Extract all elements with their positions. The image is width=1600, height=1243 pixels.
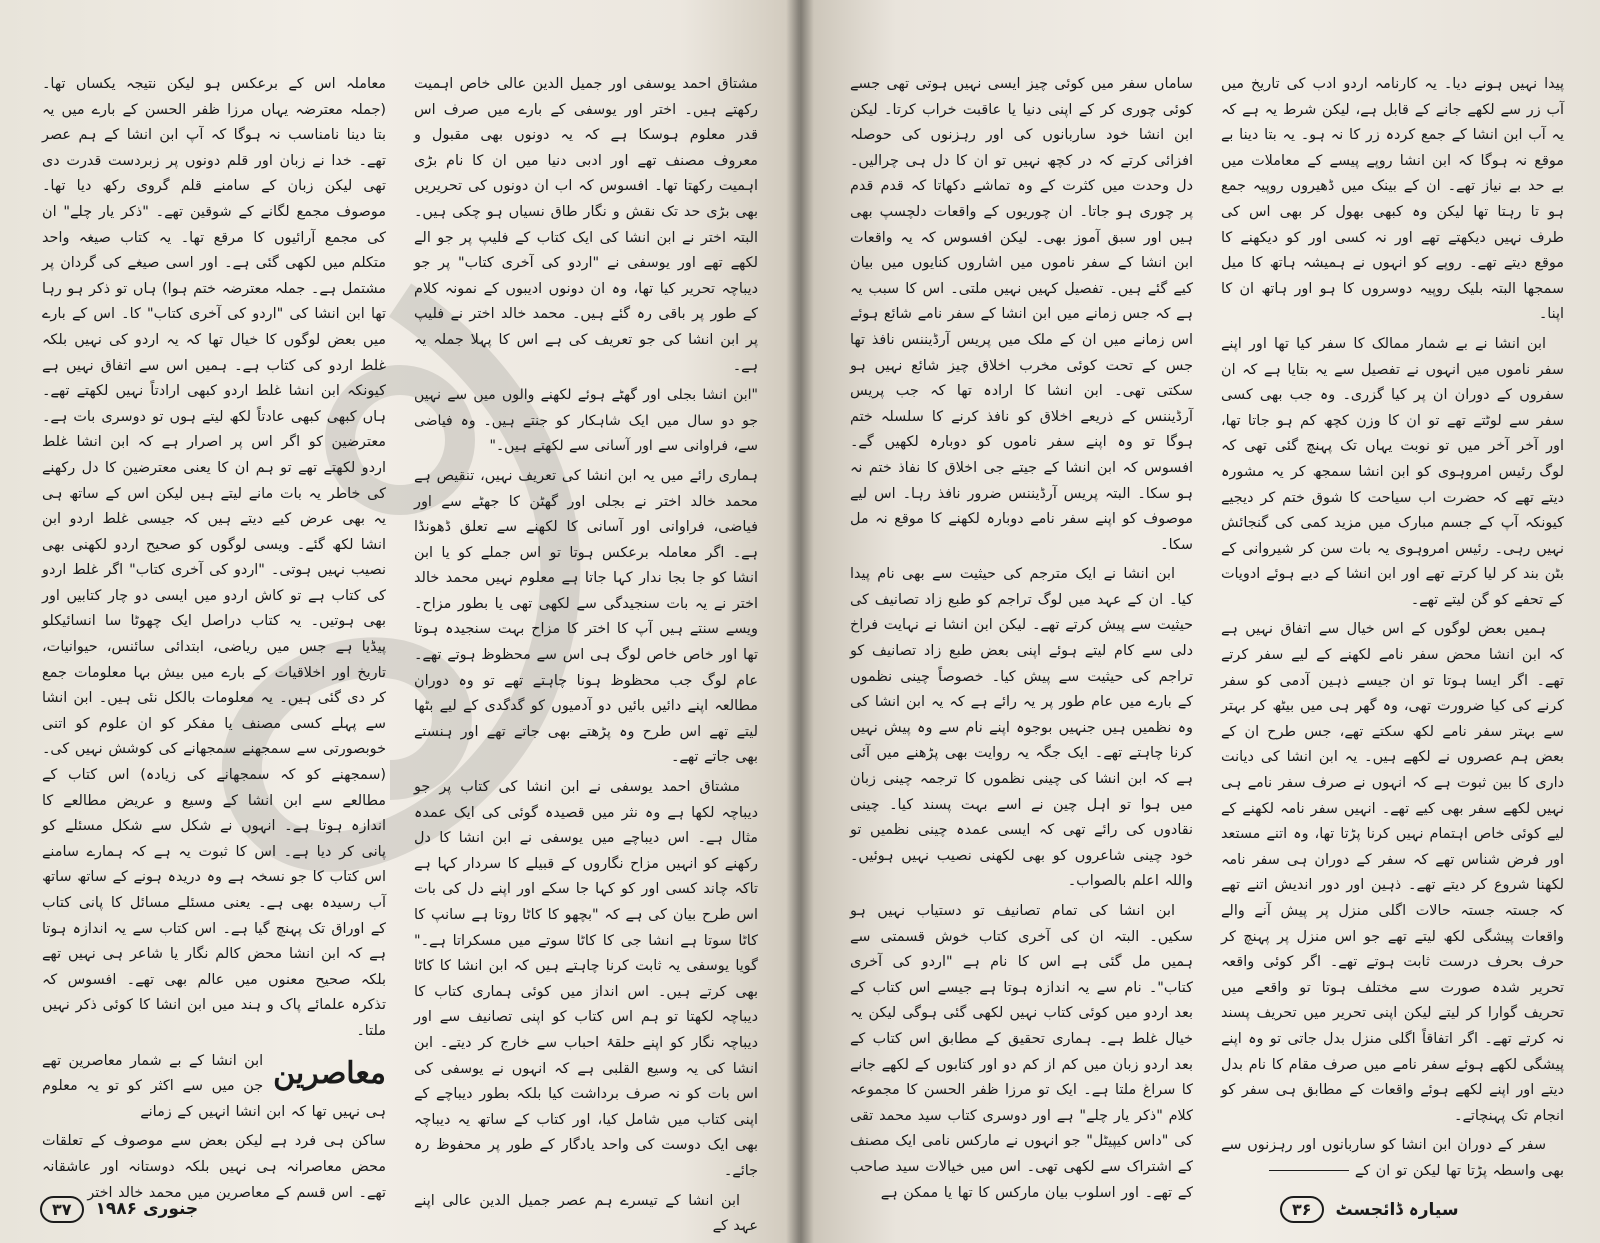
left-page-column-right [414,72,758,1235]
left-page-footer [40,1191,198,1227]
paragraph [1221,1133,1564,1184]
paragraph: ہمیں بعض لوگوں کے اس خیال سے اتفاق نہیں ہے کہ ابن انشا محض سفر نامے لکھنے کے لیے سفر کرتے تھے۔ اگر ایسا ہوتا تو ان جیسے ذہین آدمی کو سفر کرنے کی کیا ضرورت تھی، وہ گھر ہی میں بیٹھ کر بہتر سے بہتر سفر نامے لکھ سکتے تھے، جس طرح ان کے بعض ہم عصروں نے لکھے ہیں۔ یہ ابن انشا کی دیانت داری کا بین ثبوت ہے کہ انہوں نے صرف سفر نامے ہی نہیں لکھے سفر بھی کیے تھے۔ انہیں سفر نامہ لکھنے کے لیے کوئی خاص اہتمام نہیں کرنا پڑتا تھا، وہ اتنے مستعد اور فرض شناس تھے کہ سفر کے دوران ہی سفر نامہ لکھنا شروع کر دیتے تھے۔ ذہین اور دور اندیش اتنے تھے کہ جستہ جستہ حالات اگلی منزل پر پیش آنے والے واقعات پیشگی لکھ لیتے تھے جو اس منزل پر پہنچ کر حرف بحرف درست ثابت ہوتے تھے۔ اگر کوئی واقعہ تحریر شدہ صورت سے مختلف ہوتا تو واقعے میں تحریف گوارا کر لیتے لیکن اپنی تحریر میں تحریف پسند نہ کرتے تھے۔ اگر اتفاقاً اگلی منزل بدل جاتی تو وہ اپنے پیشگی لکھے ہوئے سفر نامے میں صرف مقام کا نام بدل دیتے اور اپنے لکھے ہوئے واقعات کے مطابق ہی سفر کو انجام تک پہنچاتے۔ [1221,621,1564,1124]
page-number: ۳۷ [40,1196,84,1223]
paragraph: ابن انشا نے بے شمار ممالک کا سفر کیا تھا اور اپنے سفر ناموں میں انہوں نے تفصیل سے یہ بتایا ہے کہ ان سفروں کے دوران ان پر کیا گزری۔ وہ جب بھی کسی سفر سے لوٹتے تھے تو ان کا وزن کچھ کم ہو جاتا تھا، اور آخر آخر میں تو نوبت یہاں تک پہنچ گئی تھی کہ لوگ رئیس امروہوی کو ابن انشا سمجھ کر یہ مشورہ دیتے تھے کہ حضرت اب سیاحت کا شوق ختم کر دیجیے کیونکہ آپ کے جسم مبارک میں مزید کمی کی گنجائش نہیں رہی۔ رئیس امروہوی یہ بات سن کر شیروانی کے بٹن بند کر لیا کرتے تھے اور ابن انشا کے دیے ہوئے ادویات کے تحفے کو گن لیتے تھے۔ [1221,335,1564,608]
page-number: ۳۶ [1280,1196,1324,1223]
magazine-name: سیارہ ڈائجسٹ [1335,1199,1459,1220]
right-page-footer [1280,1191,1459,1227]
continuation-rule [1269,1170,1349,1171]
paragraph: ابن انشا کی تمام تصانیف تو دستیاب نہیں ہو سکیں۔ البتہ ان کی آخری کتاب خوش قسمتی سے ہمیں مل گئی ہے اس کا نام ہے "اردو کی آخری کتاب"۔ نام سے یہ اندازہ ہوتا ہے جیسے اس کتاب کے بعد اردو میں کوئی کتاب نہیں لکھی گئی ہوگی لیکن یہ خیال غلط ہے۔ ہماری تحقیق کے مطابق اس کتاب کے بعد اردو زبان میں کم از کم دو اور کتابوں کے لکھے جانے کا سراغ ملتا ہے۔ ایک تو مرزا ظفر الحسن کا مجموعہ کلام "ذکر یار چلے" ہے اور دوسری کتاب سید محمد تقی کی "داس کیپیٹل" جو انہوں نے مارکس نامی ایک مصنف کے اشتراک سے لکھی تھی۔ اس میں خیالات سید صاحب کے تھے۔ اور اسلوب بیان مارکس کا تھا یا ممکن ہے [850,903,1193,1201]
issue-date: جنوری ۱۹۸۶ [95,1199,199,1219]
paragraph: ابن انشا کے بے شمار معاصرین تھے جن میں سے اکثر کو تو یہ معلوم ہی نہیں تھا کہ ابن انشا انہیں کے زمانے [42,1052,386,1120]
block-quote: "ابن انشا بجلی اور گھٹے ہوئے لکھنے والوں میں سے نہیں جو دو سال میں ایک شاہکار کو جنتے ہیں۔ وہ فیاضی سے، فراوانی سے اور آسانی سے لکھتے ہیں۔" [414,387,758,455]
section-contemporaries [42,1049,386,1126]
paragraph-text: سفر کے دوران ابن انشا کو ساربانوں اور رہزنوں سے بھی واسطہ پڑتا تھا لیکن تو ان کے [1221,1137,1564,1179]
left-page-column-left [42,72,386,1201]
right-page-column-left [850,72,1193,1201]
paragraph: مشتاق احمد یوسفی اور جمیل الدین عالی خاص اہمیت رکھتے ہیں۔ اختر اور یوسفی کے بارے میں صرف اس قدر معلوم ہوسکا ہے کہ یہ دونوں بھی مقبول و معروف مصنف تھے اور ادبی دنیا میں ان کا نام بڑی اہمیت رکھتا تھا۔ افسوس کہ اب ان دونوں کی تحریریں بھی بڑی حد تک نقش و نگار طاق نسیاں ہو چکی ہیں۔ البتہ اختر نے ابن انشا کی ایک کتاب کے فلیپ پر جو الے لکھے تھے اور یوسفی نے "اردو کی آخری کتاب" پر جو دیباچہ تحریر کیا تھا، وہ ان دونوں ادیبوں کے نمونہ کلام کے طور پر باقی رہ گئے ہیں۔ محمد خالد اختر نے فلیپ پر ابن انشا کی جو تعریف کی ہے اس کا پہلا جملہ یہ ہے۔ [414,76,758,374]
paragraph: پیدا نہیں ہونے دیا۔ یہ کارنامہ اردو ادب کی تاریخ میں آب زر سے لکھے جانے کے قابل ہے، لیکن شرط یہ ہے کہ یہ آب ابن انشا کے جمع کردہ زر کا نہ ہو۔ یہ بتا دینا بے موقع نہ ہوگا کہ ابن انشا روپے پیسے کے معاملات میں بے حد بے نیاز تھے۔ ان کے بینک میں ڈھیروں روپیہ جمع ہو تا رہتا تھا لیکن وہ کبھی بھول کر بھی اس کی طرف نہیں دیکھتے تھے اور نہ کسی اور کو دیکھنے کا موقع دیتے تھے۔ روپے کو انہوں نے ہمیشہ ہاتھ کا میل سمجھا البتہ بلیک روپیہ دوسروں کا ہو اور ہاتھ ان کا اپنا۔ [1221,76,1564,323]
section-heading: معاصرین [273,1055,386,1091]
paragraph: ابن انشا نے ایک مترجم کی حیثیت سے بھی نام پیدا کیا۔ ان کے عہد میں لوگ تراجم کو طبع زاد تصانیف کی حیثیت سے پیش کرتے تھے۔ لیکن ابن انشا نے نہایت فراخ دلی سے کام لیتے ہوئے اپنی بعض طبع زاد تصانیف کو تراجم کی حیثیت سے پیش کیا۔ خصوصاً چینی نظموں کے بارے میں عام طور پر یہ رائے ہے کہ یہ ابن انشا کی وہ نظمیں ہیں جنہیں بوجوہ اپنے نام سے وہ پیش نہیں کرنا چاہتے تھے۔ ایک جگہ یہ روایت بھی پڑھنے میں آئی ہے کہ ابن انشا کی چینی نظموں کا ترجمہ چینی زبان میں ہوا تو اہل چین نے اسے بہت پسند کیا۔ چینی نقادوں کی رائے تھی کہ ایسی عمدہ چینی نظمیں تو خود چینی شاعروں کو بھی لکھنی نصیب نہیں ہوئیں۔ واللہ اعلم بالصواب۔ [850,566,1193,890]
paragraph: ہماری رائے میں یہ ابن انشا کی تعریف نہیں، تنقیص ہے محمد خالد اختر نے بجلی اور گھٹن کا جھٹے سے اور فیاضی، فراوانی اور آسانی کا لکھنے سے تعلق ڈھونڈا ہے۔ اگر معاملہ برعکس ہوتا تو اس جملے کو یا ابن انشا کو جا بجا ندار کہا جاتا ہے معلوم نہیں محمد خالد اختر نے یہ بات سنجیدگی سے لکھی تھی یا بطور مزاح۔ ویسے سنتے ہیں آپ کا اختر کا مزاح بہت سنجیدہ ہوتا تھا اور خاص خاص لوگ ہی اس سے محظوظ ہوتے تھے۔ عام لوگ جب محظوظ ہونا چاہتے تھے تو وہ دوران مطالعہ اپنے دائیں بائیں دو آدمیوں کو گدگدی کے لیے بٹھا لیتے تھے اس طرح وہ پڑھتے بھی جاتے تھے اور ہنستے بھی جاتے تھے۔ [414,467,758,766]
paragraph: معاملہ اس کے برعکس ہو لیکن نتیجہ یکساں تھا۔ (جملہ معترضہ یہاں مرزا ظفر الحسن کے بارے میں یہ بتا دینا نامناسب نہ ہوگا کہ آپ ابن انشا کے ہم عصر تھے۔ خدا نے زبان اور قلم دونوں پر زبردست قدرت دی تھی لیکن زبان کے سامنے قلم گروی رکھ دیا تھا۔ موصوف مجمع لگانے کے شوقین تھے۔ "ذکر یار چلے" ان کی مجمع آرائیوں کا مرقع تھا۔ یہ کتاب صیغہ واحد متکلم میں لکھی گئی ہے۔ اور اسی صیغے کی گردان پر مشتمل ہے۔ جملہ معترضہ ختم ہوا) ہاں تو ذکر ہو رہا تھا ابن انشا کی "اردو کی آخری کتاب" کا۔ اس کے بارے میں بعض لوگوں کا خیال تھا کہ یہ اردو کی نہیں بلکہ غلط اردو کی کتاب ہے۔ ہمیں اس سے اتفاق نہیں ہے کیونکہ ابن انشا غلط اردو کبھی ارادتاً نہیں لکھتے تھے۔ ہاں کبھی کبھی عادتاً لکھ لیتے ہوں تو دوسری بات ہے۔ معترضین کو اگر اس پر اصرار ہے کہ ابن انشا غلط اردو لکھتے تھے تو ہم ان کا یعنی معترضین کا دل رکھنے کی خاطر یہ بات مانے لیتے ہیں لیکن اس کے ساتھ ہی یہ بھی عرض کیے دیتے ہیں کہ جیسی غلط اردو ابن انشا لکھ گئے۔ ویسی لوگوں کو صحیح اردو لکھنی بھی نصیب نہیں ہوتی۔ "اردو کی آخری کتاب" اگر غلط اردو کی کتاب ہے تو کاش اردو میں ایسی دو چار کتابیں اور بھی ہوتیں۔ یہ کتاب دراصل ایک چھوٹا سا انسائیکلو پیڈیا ہے جس میں ریاضی، ابتدائی سائنس، حیوانیات، تاریخ اور اخلاقیات کے بارے میں بیش بہا معلومات جمع کر دی گئی ہیں۔ یہ معلومات بالکل نئی ہیں۔ ابن انشا سے پہلے کسی مصنف یا مفکر کو ان علوم کو اتنی خوبصورتی سے سمجھنے سمجھانے کی کوشش نہیں کی۔ (سمجھنے کو کہ سمجھانے کی زیادہ) اس کتاب کے مطالعے سے ابن انشا کے وسیع و عریض مطالعے کا اندازہ ہوتا ہے۔ انہوں نے شکل سے شکل مسئلے کو پانی کر دیا ہے۔ اس کا ثبوت یہ ہے کہ ہمارے سامنے اس کتاب کا جو نسخہ ہے وہ دریدہ ہونے کے ساتھ ساتھ آب رسیدہ بھی ہے۔ یعنی مسئلے مسائل کا پانی کتاب کے اوراق تک پہنچ گیا ہے۔ اس کتاب سے یہ اندازہ ہوتا ہے کہ ابن انشا محض کالم نگار یا شاعر ہی نہیں تھے بلکہ صحیح معنوں میں عالم بھی تھے۔ افسوس کہ تذکرہ علمائے پاک و ہند میں ابن انشا کا کوئی ذکر نہیں ملتا۔ [42,76,386,1039]
right-page-column-right [1221,72,1564,1183]
paragraph: مشتاق احمد یوسفی نے ابن انشا کی کتاب پر جو دیباچہ لکھا ہے وہ نثر میں قصیدہ گوئی کی ایک عمدہ مثال ہے۔ اس دیباچے میں یوسفی نے ابن انشا کا دل رکھنے کو انہیں مزاح نگاروں کے قبیلے کا سردار کہا ہے تاکہ چاند کسی اور کو کہا جا سکے اور اپنے دل کی بات اس طرح بیان کی ہے کہ "بچھو کا کاٹا روتا ہے سانپ کا کاٹا سوتا ہے انشا جی کا کاٹا سوتے میں مسکراتا ہے۔" گویا یوسفی یہ ثابت کرنا چاہتے ہیں کہ ابن انشا کا کاٹا بھی کرتے ہیں۔ اس انداز میں کوئی ہماری کتاب کا دیباچہ لکھتا تو ہم اس کتاب کو اپنی تصانیف سے اور دیباچہ نگار کو اپنے حلقۂ احباب سے خارج کر دیتے۔ ابن انشا کی یہ وسیع القلبی ہے کہ انہوں نے یوسفی کی اس بات کو نہ صرف برداشت کیا بلکہ بطور دیباچے کے اپنی کتاب میں شامل کیا، اور کتاب کے ساتھ یہ دیباچہ بھی ایک دوست کی واحد یادگار کے طور پر محفوظ رہ جائے۔ [414,779,758,1179]
book-gutter [786,0,814,1243]
right-page [800,0,1600,1243]
paragraph: ابن انشا کے تیسرے ہم عصر جمیل الدین عالی اپنے عہد کے [414,1192,758,1235]
paragraph: ساکن ہی فرد ہے لیکن بعض سے موصوف کے تعلقات محض معاصرانہ ہی نہیں بلکہ دوستانہ اور عاشقانہ تھے۔ اس قسم کے معاصرین میں محمد خالد اختر [42,1133,386,1201]
paragraph: ساماں سفر میں کوئی چیز ایسی نہیں ہوتی تھی جسے کوئی چوری کر کے اپنی دنیا یا عاقبت خراب کرتا۔ لیکن ابن انشا خود ساربانوں کی اور رہزنوں کی حوصلہ افزائی کرتے کہ در کچھ نہیں تو ان کا دل ہی چرالیں۔ دل وحدت میں کثرت کے وہ تماشے دکھاتا کہ قدم قدم پر چوری ہو جاتا۔ ان چوریوں کے واقعات دلچسپ بھی ہیں اور سبق آموز بھی۔ لیکن افسوس کہ یہ واقعات ابن انشا کے سفر ناموں میں اشاروں کنایوں میں بیان کیے گئے ہیں۔ تفصیل کہیں نہیں ملتی۔ اس کا سبب یہ ہے کہ جس زمانے میں ابن انشا کے سفر نامے شائع ہوئے اس زمانے میں ان کے ملک میں پریس آرڈیننس نافذ تھا جس کے تحت کوئی مخرب اخلاق چیز شائع نہیں ہو سکتی تھی۔ ابن انشا کا ارادہ تھا کہ جب پریس آرڈیننس کے ذریعے اخلاق کو نافذ کرنے کا سلسلہ ختم ہوگا تو وہ اپنے سفر ناموں کو دوبارہ لکھیں گے۔ افسوس کہ ابن انشا کے جیتے جی اخلاق کا نفاذ ختم نہ ہو سکا۔ البتہ پریس آرڈیننس ضرور نافذ رہا۔ اس لیے موصوف کو اپنے سفر نامے دوبارہ لکھنے کا موقع نہ مل سکا۔ [850,76,1193,553]
